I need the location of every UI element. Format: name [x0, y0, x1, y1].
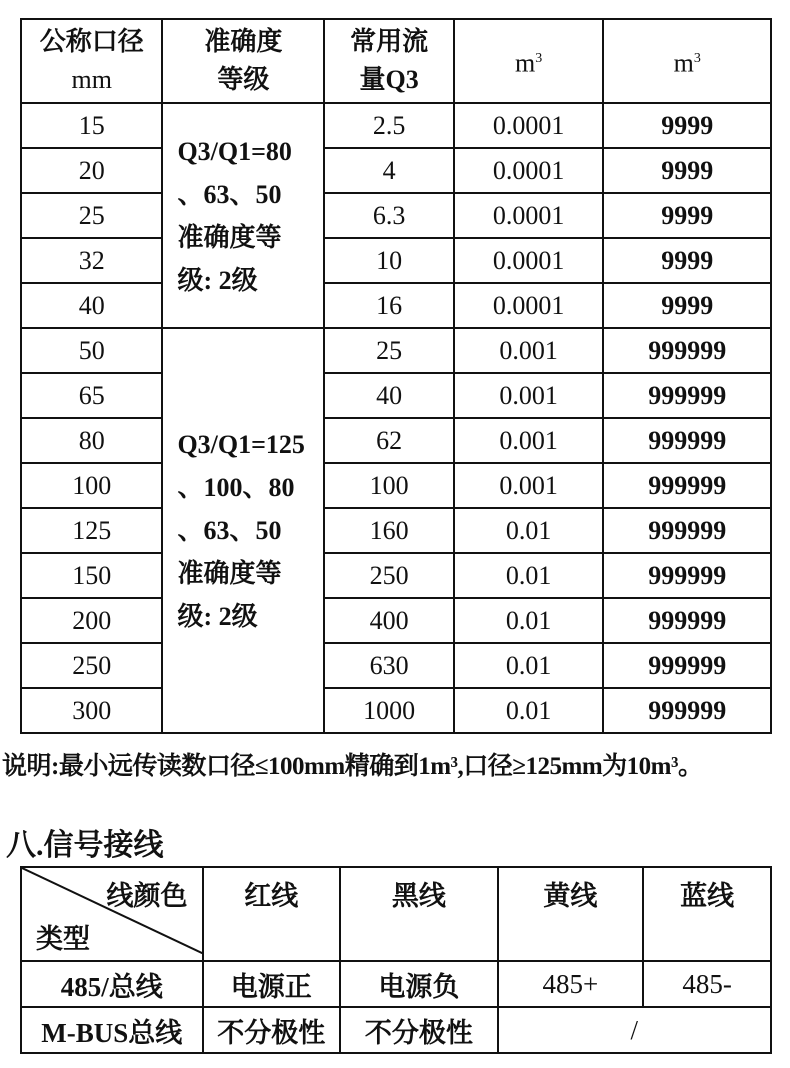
wire-cell: 485+ — [498, 961, 644, 1007]
header-min-unit: m — [515, 48, 536, 78]
section-title: 八.信号接线 — [6, 829, 164, 862]
header-accuracy-line2: 等级 — [217, 65, 270, 94]
cell-min-reading: 0.0001 — [454, 238, 604, 283]
accuracy-desc-line: 准确度等 — [177, 559, 282, 588]
spec-row — [21, 418, 771, 463]
cell-q3: 4 — [324, 148, 454, 193]
cell-q3: 10 — [324, 238, 454, 283]
cell-min-reading: 0.0001 — [454, 283, 604, 328]
spec-body — [21, 103, 771, 733]
cell-diameter: 200 — [21, 598, 162, 643]
spec-row — [21, 148, 771, 193]
cell-min-reading: 0.0001 — [454, 193, 604, 238]
wire-cell: 不分极性 — [340, 1007, 498, 1053]
cell-min-reading: 0.0001 — [454, 148, 604, 193]
header-min-unit-sup: 3 — [535, 50, 543, 66]
wire-color-yellow: 黄线 — [498, 867, 644, 961]
cell-diameter: 40 — [21, 283, 162, 328]
cell-min-reading: 0.01 — [454, 643, 604, 688]
cell-max-reading: 999999 — [603, 463, 771, 508]
spec-row — [21, 643, 771, 688]
accuracy-desc-line: 、63、50 — [177, 516, 282, 545]
corner-label-type: 类型 — [36, 924, 90, 954]
cell-diameter: 125 — [21, 508, 162, 553]
corner-label-color: 线颜色 — [106, 881, 188, 911]
cell-max-reading: 9999 — [603, 193, 771, 238]
cell-min-reading: 0.001 — [454, 373, 604, 418]
cell-min-reading: 0.001 — [454, 463, 604, 508]
accuracy-group-1 — [162, 103, 324, 328]
spec-row — [21, 373, 771, 418]
cell-diameter: 50 — [21, 328, 162, 373]
cell-min-reading: 0.01 — [454, 553, 604, 598]
wire-table — [20, 866, 772, 1054]
spec-header-row — [21, 19, 771, 103]
header-accuracy-line1: 准确度 — [204, 27, 283, 56]
cell-min-reading: 0.01 — [454, 688, 604, 733]
cell-max-reading: 999999 — [603, 328, 771, 373]
accuracy-group-2 — [162, 328, 324, 733]
cell-min-reading: 0.001 — [454, 418, 604, 463]
cell-max-reading: 999999 — [603, 598, 771, 643]
cell-max-reading: 9999 — [603, 283, 771, 328]
header-accuracy — [162, 19, 324, 103]
cell-diameter: 250 — [21, 643, 162, 688]
wire-color-blue: 蓝线 — [643, 867, 771, 961]
wire-cell: 电源负 — [340, 961, 498, 1007]
cell-max-reading: 999999 — [603, 643, 771, 688]
spec-row — [21, 103, 771, 148]
cell-q3: 160 — [324, 508, 454, 553]
cell-diameter: 32 — [21, 238, 162, 283]
cell-min-reading: 0.01 — [454, 508, 604, 553]
header-max-unit-sup: 3 — [693, 50, 701, 66]
header-flow-line2: 量Q3 — [359, 65, 419, 94]
accuracy-desc-line: 、100、80 — [177, 473, 295, 502]
cell-diameter: 150 — [21, 553, 162, 598]
cell-diameter: 20 — [21, 148, 162, 193]
header-diameter — [21, 19, 162, 103]
cell-max-reading: 999999 — [603, 373, 771, 418]
header-min-reading — [454, 19, 604, 103]
cell-max-reading: 999999 — [603, 418, 771, 463]
wire-row-mbus — [21, 1007, 771, 1053]
spec-row — [21, 193, 771, 238]
spec-row — [21, 508, 771, 553]
cell-q3: 400 — [324, 598, 454, 643]
accuracy-desc-line: 准确度等 — [177, 222, 282, 252]
cell-diameter: 25 — [21, 193, 162, 238]
accuracy-desc-line: 、63、50 — [177, 179, 282, 209]
spec-row — [21, 553, 771, 598]
accuracy-desc-line: Q3/Q1=80 — [177, 136, 292, 166]
spec-row — [21, 463, 771, 508]
spec-row — [21, 598, 771, 643]
cell-q3: 1000 — [324, 688, 454, 733]
cell-max-reading: 9999 — [603, 148, 771, 193]
cell-diameter: 65 — [21, 373, 162, 418]
accuracy-desc-line: 级: 2级 — [177, 602, 258, 631]
wire-row-485 — [21, 961, 771, 1007]
wire-cell: 电源正 — [203, 961, 341, 1007]
cell-min-reading: 0.0001 — [454, 103, 604, 148]
spec-row — [21, 238, 771, 283]
cell-diameter: 15 — [21, 103, 162, 148]
accuracy-desc-line: Q3/Q1=125 — [177, 430, 305, 459]
cell-q3: 250 — [324, 553, 454, 598]
spec-row — [21, 688, 771, 733]
spec-table — [20, 18, 772, 734]
header-max-unit: m — [673, 48, 694, 78]
header-diameter-line1: 公称口径 — [39, 27, 144, 56]
cell-max-reading: 999999 — [603, 688, 771, 733]
wire-corner-cell — [21, 867, 203, 961]
cell-q3: 25 — [324, 328, 454, 373]
cell-q3: 2.5 — [324, 103, 454, 148]
cell-min-reading: 0.001 — [454, 328, 604, 373]
header-flow — [324, 19, 454, 103]
wire-color-black: 黑线 — [340, 867, 498, 961]
wire-type: M-BUS总线 — [21, 1007, 203, 1053]
header-max-reading — [603, 19, 771, 103]
note-text: 说明:最小远传读数口径≤100mm精确到1m³,口径≥125mm为10m³。 — [2, 753, 703, 780]
cell-max-reading: 999999 — [603, 553, 771, 598]
spec-row — [21, 328, 771, 373]
header-flow-line1: 常用流 — [350, 27, 429, 56]
cell-min-reading: 0.01 — [454, 598, 604, 643]
spec-row — [21, 283, 771, 328]
wire-type: 485/总线 — [21, 961, 203, 1007]
cell-diameter: 300 — [21, 688, 162, 733]
cell-diameter: 100 — [21, 463, 162, 508]
wire-cell: 485- — [643, 961, 771, 1007]
cell-max-reading: 9999 — [603, 103, 771, 148]
wire-header-row — [21, 867, 771, 961]
wire-cell: / — [498, 1007, 771, 1053]
cell-q3: 100 — [324, 463, 454, 508]
cell-q3: 6.3 — [324, 193, 454, 238]
cell-q3: 40 — [324, 373, 454, 418]
cell-q3: 16 — [324, 283, 454, 328]
wire-color-red: 红线 — [203, 867, 341, 961]
wire-cell: 不分极性 — [203, 1007, 341, 1053]
cell-max-reading: 999999 — [603, 508, 771, 553]
cell-q3: 62 — [324, 418, 454, 463]
cell-max-reading: 9999 — [603, 238, 771, 283]
cell-diameter: 80 — [21, 418, 162, 463]
header-diameter-line2: mm — [71, 65, 112, 94]
cell-q3: 630 — [324, 643, 454, 688]
accuracy-desc-line: 级: 2级 — [177, 265, 258, 295]
